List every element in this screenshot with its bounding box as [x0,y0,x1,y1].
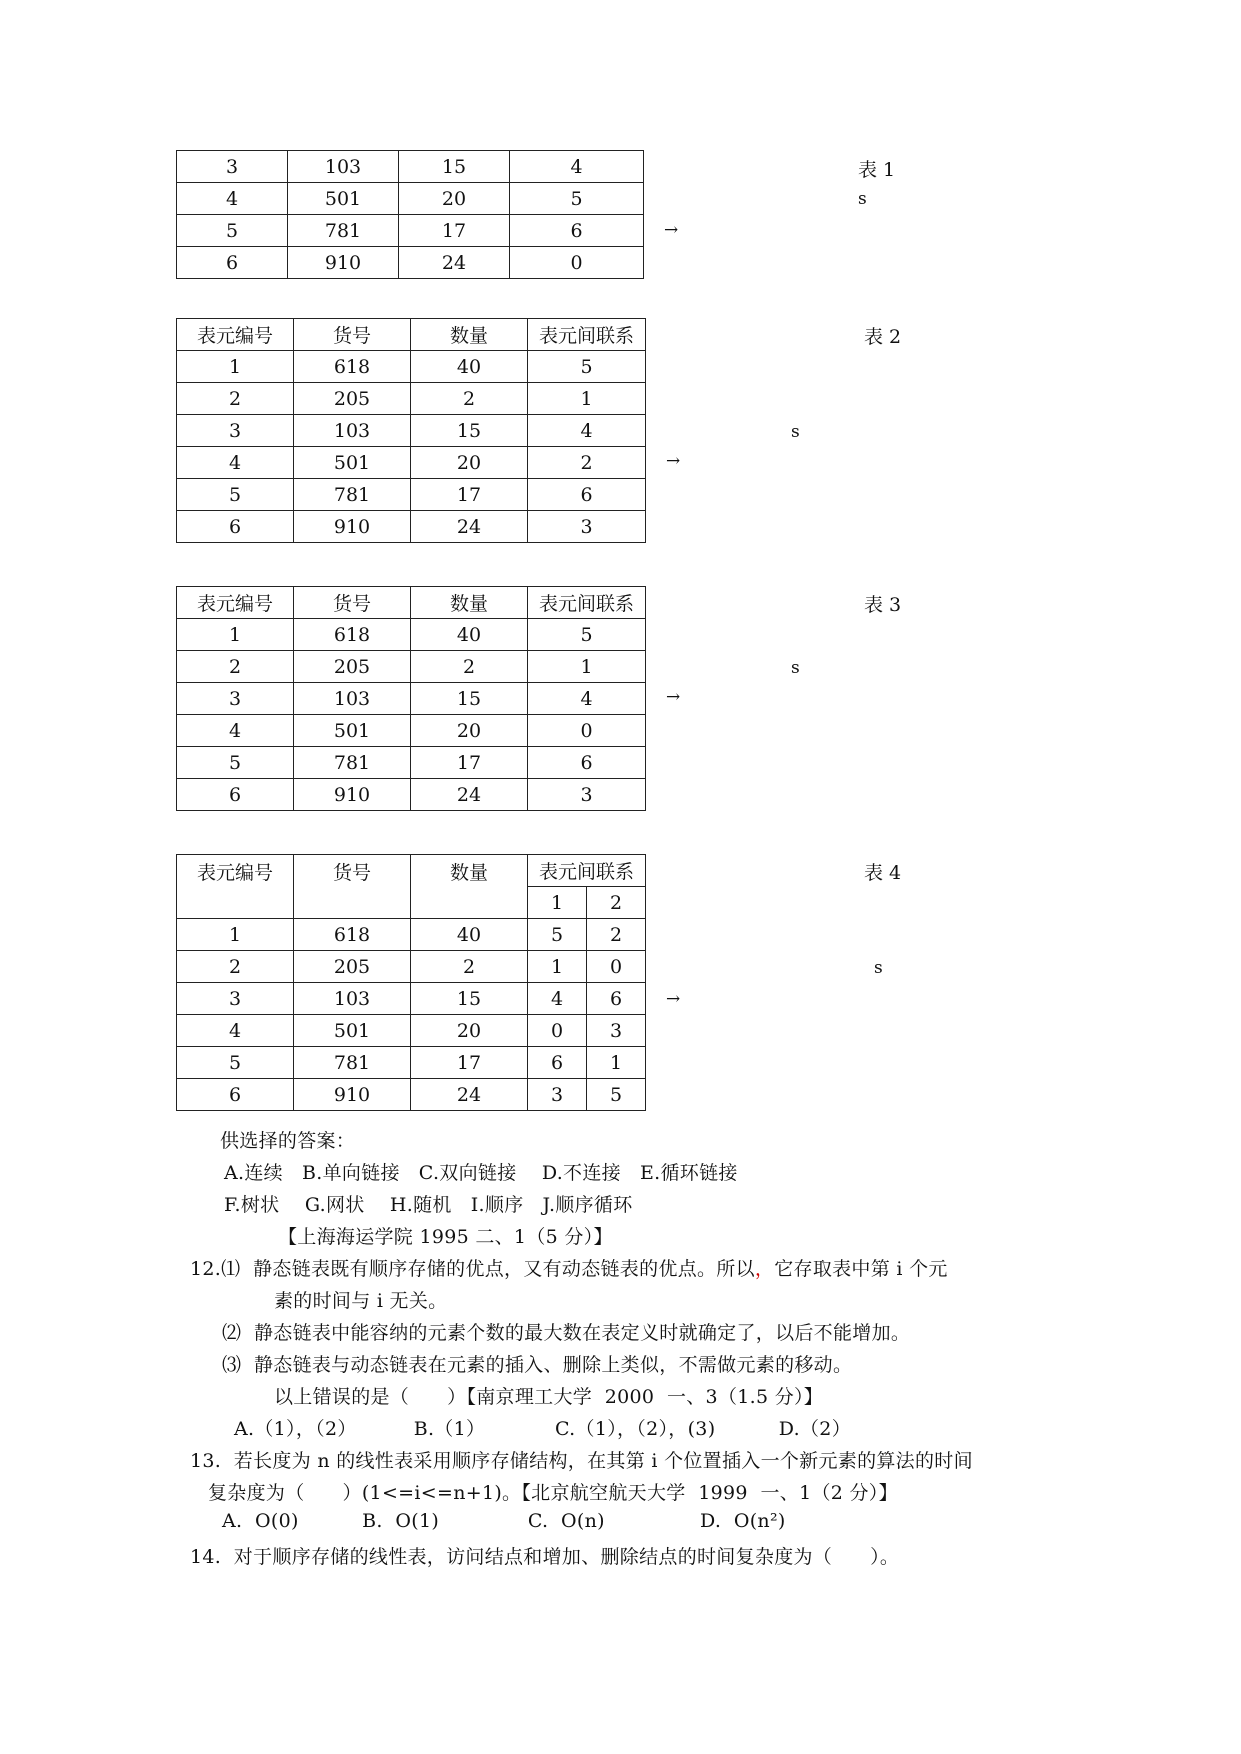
column-subheader: 1 [528,887,587,919]
table-row [177,779,646,811]
column-header: 表元编号 [177,855,294,919]
table-cell: 2 [177,651,294,683]
table-cell: 3 [528,1079,587,1111]
table-cell: 4 [510,151,644,183]
table-cell: 15 [411,983,528,1015]
table-4 [176,854,646,1111]
table-cell: 20 [411,1015,528,1047]
table-row [177,1015,646,1047]
table-row [177,683,646,715]
table-cell: 0 [587,951,646,983]
table-row [177,747,646,779]
table-cell: 5 [177,747,294,779]
table-cell: 4 [177,1015,294,1047]
table-cell: 24 [399,247,510,279]
table-cell: 5 [528,919,587,951]
table-cell: 781 [288,215,399,247]
table-cell: 40 [411,919,528,951]
table-cell: 2 [411,383,528,415]
table-cell: 501 [294,447,411,479]
q14-line-1: 14. 对于顺序存储的线性表，访问结点和增加、删除结点的时间复杂度为（ ）。 [190,1546,900,1568]
table-row [177,415,646,447]
table-cell: 781 [294,747,411,779]
table-cell: 781 [294,479,411,511]
table-cell: 910 [294,511,411,543]
table-cell: 910 [294,779,411,811]
table-cell: 1 [177,351,294,383]
column-header: 表元间联系 [528,855,646,887]
table-2-s-label: s [791,422,800,442]
table-cell: 6 [177,1079,294,1111]
q12-line-5: 以上错误的是（ ）【南京理工大学 2000 一、3（1.5 分）】 [274,1386,824,1408]
table-cell: 1 [177,919,294,951]
table-row [177,951,646,983]
arrow-icon: → [666,451,681,471]
q12-red-comma: ， [754,1258,775,1280]
column-header: 货号 [294,319,411,351]
table-cell: 6 [528,479,646,511]
table-cell: 20 [399,183,510,215]
table-row [177,1079,646,1111]
table-cell: 40 [411,619,528,651]
arrow-icon: → [664,220,679,240]
table-cell: 17 [411,1047,528,1079]
table-header-row [177,319,646,351]
table-cell: 15 [411,683,528,715]
column-header: 数量 [411,855,528,919]
table-4-s-label: s [874,958,883,978]
table-cell: 103 [288,151,399,183]
table-row [177,919,646,951]
table-cell: 1 [528,383,646,415]
table-row [177,215,644,247]
column-header: 表元编号 [177,319,294,351]
table-cell: 4 [177,183,288,215]
table-cell: 5 [528,351,646,383]
table-cell: 5 [510,183,644,215]
q12-line-4: ⑶ 静态链表与动态链表在元素的插入、删除上类似，不需做元素的移动。 [222,1354,853,1376]
table-header-row [177,587,646,619]
q12-line-3: ⑵ 静态链表中能容纳的元素个数的最大数在表定义时就确定了，以后不能增加。 [222,1322,911,1344]
answers-line-1: A.连续 B.单向链接 C.双向链接 D.不连接 E.循环链接 [224,1162,738,1184]
column-header: 表元间联系 [528,587,646,619]
column-header: 表元间联系 [528,319,646,351]
answers-line-2: F.树状 G.网状 H.随机 I.顺序 J.顺序循环 [224,1194,633,1216]
table-cell: 501 [294,715,411,747]
table-cell: 17 [411,479,528,511]
table-cell: 5 [177,1047,294,1079]
table-row [177,651,646,683]
answers-title: 供选择的答案： [220,1130,356,1152]
table-cell: 20 [411,447,528,479]
table-cell: 6 [587,983,646,1015]
table-cell: 5 [587,1079,646,1111]
table-cell: 15 [411,415,528,447]
table-cell: 6 [528,747,646,779]
table-cell: 3 [587,1015,646,1047]
table-cell: 501 [288,183,399,215]
table-cell: 4 [528,415,646,447]
table-cell: 4 [177,715,294,747]
q13-options: A. O(0) B. O(1) C. O(n) D. O(n²) [222,1510,786,1532]
q13-line-1: 13. 若长度为 n 的线性表采用顺序存储结构，在其第 i 个位置插入一个新元素的算法的时间 [190,1450,973,1472]
table-cell: 910 [294,1079,411,1111]
table-cell: 3 [177,151,288,183]
q12-options: A.（1），（2） B.（1） C.（1），（2），(3) D.（2） [234,1418,851,1440]
table-cell: 781 [294,1047,411,1079]
table-3-s-label: s [791,658,800,678]
table-2 [176,318,646,543]
table-cell: 1 [528,951,587,983]
q12-line-1-tail: 它存取表中第 i 个元 [774,1258,948,1280]
table-cell: 1 [177,619,294,651]
table-row [177,351,646,383]
table-cell: 6 [177,247,288,279]
table-cell: 17 [399,215,510,247]
table-cell: 2 [411,651,528,683]
table-row [177,383,646,415]
table-cell: 4 [177,447,294,479]
table-cell: 5 [177,215,288,247]
table-cell: 618 [294,919,411,951]
column-header: 货号 [294,855,411,919]
table-row [177,183,644,215]
table-cell: 6 [177,511,294,543]
column-subheader: 2 [587,887,646,919]
table-row [177,715,646,747]
column-header: 数量 [411,587,528,619]
table-cell: 910 [288,247,399,279]
table-row [177,1047,646,1079]
table-row [177,479,646,511]
column-header: 货号 [294,587,411,619]
table-cell: 2 [177,951,294,983]
q13-line-2: 复杂度为（ ）(1<=i<=n+1)。【北京航空航天大学 1999 一、1（2 分）】 [208,1482,898,1504]
table-cell: 6 [177,779,294,811]
table-cell: 205 [294,383,411,415]
table-cell: 3 [177,683,294,715]
table-cell: 1 [587,1047,646,1079]
column-header: 数量 [411,319,528,351]
table-cell: 2 [528,447,646,479]
table-cell: 24 [411,779,528,811]
table-3-label: 表 3 [864,594,902,616]
table-1 [176,150,644,279]
table-cell: 103 [294,983,411,1015]
table-row [177,619,646,651]
answers-source: 【上海海运学院 1995 二、1（5 分）】 [278,1226,613,1248]
table-3 [176,586,646,811]
table-cell: 4 [528,683,646,715]
table-cell: 20 [411,715,528,747]
arrow-icon: → [666,989,681,1009]
table-cell: 2 [177,383,294,415]
q12-line-2: 素的时间与 i 无关。 [274,1290,448,1312]
table-cell: 3 [528,511,646,543]
q12-line-1-text: 12.⑴ 静态链表既有顺序存储的优点，又有动态链表的优点。所以 [190,1258,755,1280]
table-4-label: 表 4 [864,862,902,884]
table-cell: 4 [528,983,587,1015]
table-cell: 0 [528,1015,587,1047]
table-cell: 103 [294,415,411,447]
table-cell: 40 [411,351,528,383]
table-cell: 24 [411,1079,528,1111]
table-cell: 17 [411,747,528,779]
table-cell: 24 [411,511,528,543]
table-cell: 6 [528,1047,587,1079]
table-row [177,511,646,543]
table-cell: 3 [177,983,294,1015]
table-cell: 618 [294,619,411,651]
table-cell: 0 [510,247,644,279]
table-1-label: 表 1 [858,159,896,181]
table-cell: 205 [294,651,411,683]
table-2-label: 表 2 [864,326,902,348]
table-cell: 3 [177,415,294,447]
q12-line-1 [190,1254,948,1281]
table-cell: 2 [411,951,528,983]
table-cell: 5 [177,479,294,511]
table-row [177,151,644,183]
table-cell: 2 [587,919,646,951]
table-cell: 0 [528,715,646,747]
table-1-s-label: s [858,189,867,209]
table-cell: 501 [294,1015,411,1047]
table-cell: 205 [294,951,411,983]
table-row [177,247,644,279]
table-cell: 1 [528,651,646,683]
table-header-row [177,855,646,887]
table-cell: 618 [294,351,411,383]
table-row [177,447,646,479]
arrow-icon: → [666,687,681,707]
table-row [177,983,646,1015]
table-cell: 3 [528,779,646,811]
table-cell: 15 [399,151,510,183]
table-cell: 6 [510,215,644,247]
table-cell: 5 [528,619,646,651]
column-header: 表元编号 [177,587,294,619]
table-cell: 103 [294,683,411,715]
